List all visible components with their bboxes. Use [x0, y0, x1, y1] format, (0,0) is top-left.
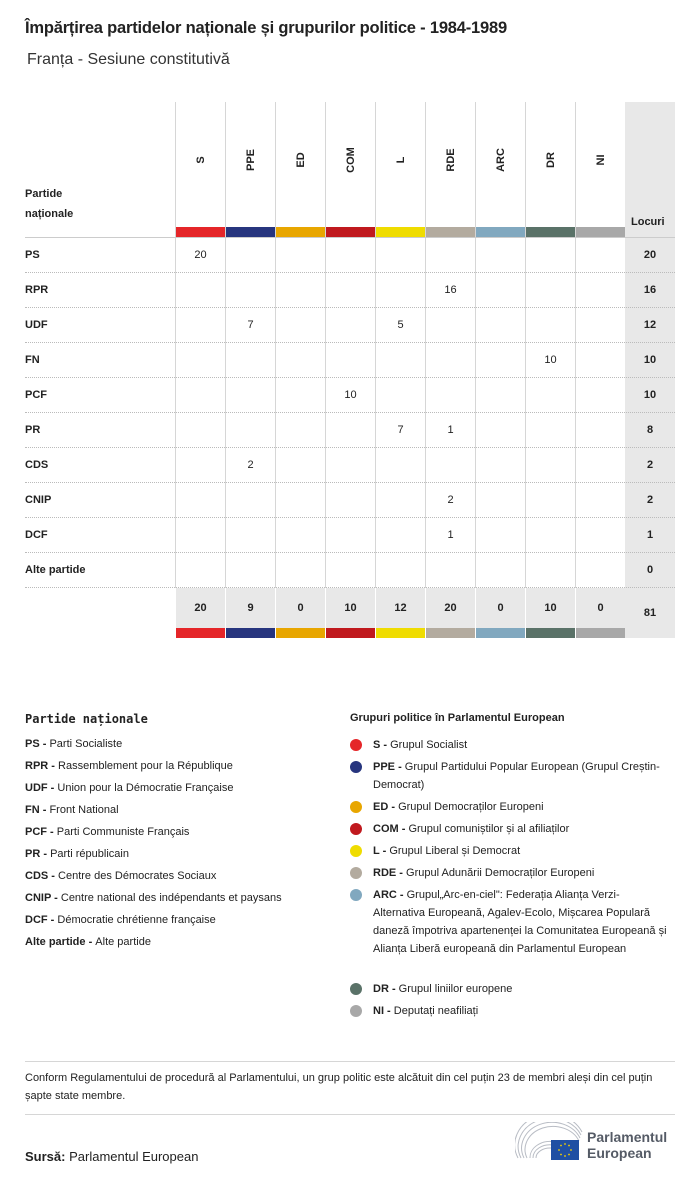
grand-total: 81 [625, 588, 675, 638]
seat-cell [525, 553, 575, 588]
group-code: ED [294, 152, 307, 168]
group-column-header-dr [525, 102, 575, 237]
row-total: 12 [625, 308, 675, 343]
group-color-bar [476, 628, 525, 638]
seat-cell [525, 448, 575, 483]
seat-cell [325, 483, 375, 518]
group-color-bar [326, 628, 375, 638]
seat-cell [475, 483, 525, 518]
table-header [25, 102, 675, 237]
party-code: DCF [25, 914, 48, 926]
group-full-name: Grupul Adunării Democraților Europeni [406, 867, 595, 879]
seat-cell [475, 518, 525, 553]
group-color-bar [576, 628, 625, 638]
footnote: Conform Regulamentului de procedură al Parlamentului, un grup politic este alcătuit din cel puțin 23 de membri aleși din cel puțin șapte state membre. [25, 1072, 653, 1102]
row-total: 1 [625, 518, 675, 553]
seat-cell [325, 553, 375, 588]
seats-header-label: Locuri [631, 216, 665, 228]
table-row [25, 307, 675, 342]
seat-cell [375, 273, 425, 308]
party-full-name: Parti Communiste Français [56, 826, 190, 838]
seat-cell: 1 [425, 518, 475, 553]
group-full-name: Grupul Democraților Europeni [398, 801, 544, 813]
group-code: L [373, 845, 380, 857]
party-legend-item: PCF - Parti Communiste Français [25, 826, 190, 838]
row-total: 10 [625, 343, 675, 378]
seat-cell [475, 378, 525, 413]
party-name: PR [25, 424, 41, 436]
group-code: DR [544, 152, 557, 168]
seat-cell [375, 378, 425, 413]
group-full-name: Grupul Liberal și Democrat [389, 845, 521, 857]
group-color-bar [426, 628, 475, 638]
group-color-bar [176, 227, 225, 237]
group-total [525, 588, 575, 628]
seat-cell [175, 553, 225, 588]
seat-cell [175, 413, 225, 448]
group-total-value: 0 [497, 602, 504, 614]
group-code: ARC [373, 889, 397, 901]
group-total-value: 9 [247, 602, 254, 614]
seat-cell [575, 343, 625, 378]
source-label: Sursă: [25, 1149, 66, 1164]
seat-cell [325, 343, 375, 378]
group-color-bar [526, 227, 575, 237]
seat-cell: 2 [225, 448, 275, 483]
group-code: ARC [494, 148, 507, 172]
seat-cell [175, 343, 225, 378]
party-legend-item: RPR - Rassemblement pour la République [25, 760, 233, 772]
seat-cell [275, 518, 325, 553]
source [25, 1149, 198, 1164]
seat-cell: 7 [225, 308, 275, 343]
seat-cell [475, 448, 525, 483]
group-color-dot [350, 1005, 362, 1017]
seat-cell [375, 553, 425, 588]
group-code: RDE [444, 148, 457, 172]
party-full-name: Alte partide [95, 936, 151, 948]
seat-cell [475, 273, 525, 308]
divider [25, 1061, 675, 1062]
party-code: PS [25, 738, 40, 750]
seat-cell [525, 413, 575, 448]
seat-cell [575, 378, 625, 413]
party-code: RPR [25, 760, 49, 772]
seat-cell [275, 483, 325, 518]
group-column-header-s [175, 102, 225, 237]
seat-cell [275, 308, 325, 343]
seat-cell [375, 448, 425, 483]
group-full-name: Grupul comuniștilor și al afiliaților [408, 823, 570, 835]
group-legend-item: ARC - Grupul„Arc-en-ciel": Federația Alianța Verzi-Alternativa Europeană, Agalev-Ecolo, Mișcarea Populară daneză împotriva apartenenței la Comunitatea Europeană și Alianța Liberă europeană din Parlamentul European [350, 886, 670, 958]
group-code: S [194, 156, 207, 164]
party-code: FN [25, 804, 40, 816]
page-title: Împărțirea partidelor naționale și grupurilor politice - 1984-1989 [25, 19, 507, 37]
party-full-name: Centre des Démocrates Sociaux [58, 870, 217, 882]
logo-line1: Parlamentul [587, 1129, 668, 1145]
row-total: 8 [625, 413, 675, 448]
logo-text [587, 1129, 667, 1161]
group-column-header-ppe [225, 102, 275, 237]
group-code: COM [373, 823, 399, 835]
group-color-bar [526, 628, 575, 638]
group-color-bar [376, 227, 425, 237]
group-total [175, 588, 225, 628]
group-color-bar [226, 628, 275, 638]
party-code: PCF [25, 826, 47, 838]
group-total [575, 588, 625, 628]
seat-cell [425, 448, 475, 483]
group-full-name: Grupul liniilor europene [398, 983, 513, 995]
page-subtitle: Franța - Sesiune constitutivă [27, 51, 230, 68]
table-row [25, 377, 675, 412]
seat-cell [325, 448, 375, 483]
party-name: DCF [25, 529, 48, 541]
row-total: 2 [625, 448, 675, 483]
seat-cell [525, 483, 575, 518]
group-column-header-ed [275, 102, 325, 237]
party-full-name: Rassemblement pour la République [58, 760, 233, 772]
group-color-bar [576, 227, 625, 237]
group-color-dot [350, 739, 362, 751]
seat-cell [225, 518, 275, 553]
group-code: RDE [373, 867, 397, 879]
group-color-bar [326, 227, 375, 237]
group-color-dot [350, 823, 362, 835]
seats-table [25, 102, 675, 637]
group-color-dot [350, 801, 362, 813]
table-row [25, 552, 675, 587]
group-color-bar [276, 227, 325, 237]
table-row [25, 237, 675, 272]
group-code: DR [373, 983, 389, 995]
group-color-bar [226, 227, 275, 237]
row-total: 2 [625, 483, 675, 518]
party-name: UDF [25, 319, 48, 331]
seat-cell [475, 238, 525, 273]
seat-cell [575, 553, 625, 588]
party-code: PR [25, 848, 41, 860]
row-total: 10 [625, 378, 675, 413]
party-legend-item: UDF - Union pour la Démocratie Française [25, 782, 234, 794]
group-color-bar [376, 628, 425, 638]
row-total: 16 [625, 273, 675, 308]
seat-cell [525, 378, 575, 413]
group-full-name: Grupul„Arc-en-ciel": Federația Alianța Verzi-Alternativa Europeană, Agalev-Ecolo, Mișcarea Populară daneză împotriva apartenenței la Comunitatea Europeană și Alianța Liberă europeană din Parlamentul European [373, 889, 667, 955]
group-column-header-l [375, 102, 425, 237]
party-full-name: Parti Socialiste [49, 738, 123, 750]
group-total-value: 10 [344, 602, 357, 614]
group-color-dot [350, 889, 362, 901]
seat-cell [525, 308, 575, 343]
seat-cell [275, 343, 325, 378]
seat-cell [525, 238, 575, 273]
group-full-name: Grupul Partidului Popular European (Grupul Creștin-Democrat) [373, 761, 660, 791]
seat-cell [575, 448, 625, 483]
seat-cell [475, 413, 525, 448]
seat-cell [325, 238, 375, 273]
seat-cell [275, 273, 325, 308]
seat-cell [475, 553, 525, 588]
group-total-value: 0 [297, 602, 304, 614]
seat-cell [225, 378, 275, 413]
parties-legend-title: Partide naționale [25, 712, 148, 726]
seat-cell [275, 413, 325, 448]
seat-cell [575, 518, 625, 553]
seat-cell: 20 [175, 238, 225, 273]
group-total [375, 588, 425, 628]
totals-row [25, 587, 675, 637]
party-name: CDS [25, 459, 49, 471]
group-total-value: 12 [394, 602, 407, 614]
seat-cell: 10 [525, 343, 575, 378]
european-parliament-logo [515, 1122, 680, 1162]
group-total-value: 10 [544, 602, 557, 614]
seat-cell [325, 518, 375, 553]
group-legend-item: RDE - Grupul Adunării Democraților Europeni [350, 864, 670, 882]
group-code: PPE [373, 761, 396, 773]
group-color-bar [476, 227, 525, 237]
seat-cell: 2 [425, 483, 475, 518]
group-column-header-arc [475, 102, 525, 237]
seat-cell [375, 343, 425, 378]
group-legend-item: PPE - Grupul Partidului Popular European (Grupul Creștin-Democrat) [350, 758, 670, 794]
party-code: Alte partide [25, 936, 86, 948]
seat-cell: 5 [375, 308, 425, 343]
party-code: CDS [25, 870, 49, 882]
table-row [25, 342, 675, 377]
group-code: L [394, 156, 407, 164]
party-full-name: Démocratie chrétienne française [57, 914, 216, 926]
group-code: PPE [244, 148, 257, 172]
group-total [225, 588, 275, 628]
group-code: NI [373, 1005, 384, 1017]
group-total [475, 588, 525, 628]
divider [25, 1114, 675, 1115]
seats-column-header [625, 102, 675, 237]
seat-cell [275, 378, 325, 413]
seat-cell [525, 518, 575, 553]
seat-cell [275, 553, 325, 588]
seat-cell [225, 343, 275, 378]
party-legend-item: PR - Parti républicain [25, 848, 129, 860]
seat-cell [575, 273, 625, 308]
row-total: 0 [625, 553, 675, 588]
group-column-header-ni [575, 102, 625, 237]
seat-cell [425, 553, 475, 588]
party-name: PCF [25, 389, 47, 401]
group-legend-item: DR - Grupul liniilor europene [350, 980, 670, 998]
seat-cell [375, 238, 425, 273]
group-total [275, 588, 325, 628]
party-full-name: Parti républicain [50, 848, 129, 860]
party-code: UDF [25, 782, 48, 794]
seat-cell [175, 483, 225, 518]
seat-cell: 10 [325, 378, 375, 413]
party-legend-item: Alte partide - Alte partide [25, 936, 151, 948]
seat-cell [325, 308, 375, 343]
party-full-name: Front National [49, 804, 119, 816]
group-code: S [373, 739, 381, 751]
group-column-header-com [325, 102, 375, 237]
seat-cell [225, 413, 275, 448]
table-row [25, 517, 675, 552]
seat-cell [475, 343, 525, 378]
party-name: FN [25, 354, 40, 366]
group-total-value: 20 [194, 602, 207, 614]
party-legend-item: FN - Front National [25, 804, 119, 816]
seat-cell [225, 273, 275, 308]
table-row [25, 412, 675, 447]
seat-cell [575, 238, 625, 273]
seat-cell [575, 308, 625, 343]
group-total-value: 20 [444, 602, 457, 614]
party-legend-item: DCF - Démocratie chrétienne française [25, 914, 216, 926]
seat-cell [275, 448, 325, 483]
seat-cell [475, 308, 525, 343]
seat-cell [225, 483, 275, 518]
party-legend-item: PS - Parti Socialiste [25, 738, 123, 750]
party-name: PS [25, 249, 40, 261]
seat-cell [175, 308, 225, 343]
seat-cell [225, 238, 275, 273]
group-legend-item: ED - Grupul Democraților Europeni [350, 798, 670, 816]
group-color-dot [350, 983, 362, 995]
group-color-bar [426, 227, 475, 237]
seat-cell [175, 273, 225, 308]
group-legend-item: S - Grupul Socialist [350, 736, 670, 754]
row-total: 20 [625, 238, 675, 273]
party-name: RPR [25, 284, 49, 296]
table-row [25, 447, 675, 482]
seat-cell [175, 518, 225, 553]
seat-cell [325, 273, 375, 308]
seat-cell [375, 518, 425, 553]
seat-cell [175, 378, 225, 413]
party-full-name: Union pour la Démocratie Française [57, 782, 234, 794]
table-row [25, 272, 675, 307]
hemicycle-icon [515, 1122, 585, 1162]
group-color-dot [350, 867, 362, 879]
table-row [25, 482, 675, 517]
group-code: COM [344, 147, 357, 173]
party-column-header [25, 184, 85, 224]
group-code: NI [594, 154, 607, 166]
group-full-name: Grupul Socialist [390, 739, 468, 751]
party-legend-item: CDS - Centre des Démocrates Sociaux [25, 870, 217, 882]
seat-cell [425, 308, 475, 343]
group-color-dot [350, 761, 362, 773]
seat-cell [375, 483, 425, 518]
seat-cell [225, 553, 275, 588]
group-total [425, 588, 475, 628]
seat-cell [275, 238, 325, 273]
groups-legend-title: Grupuri politice în Parlamentul European [350, 712, 565, 724]
seat-cell: 1 [425, 413, 475, 448]
group-total-value: 0 [597, 602, 604, 614]
seat-cell [425, 343, 475, 378]
source-value: Parlamentul European [69, 1149, 199, 1164]
group-legend-item: COM - Grupul comuniștilor și al afiliaților [350, 820, 670, 838]
party-name: CNIP [25, 494, 52, 506]
party-header-label: Partide naționale [25, 188, 74, 220]
party-code: CNIP [25, 892, 52, 904]
logo-line2: European [587, 1145, 652, 1161]
group-color-bar [176, 628, 225, 638]
seat-cell [575, 413, 625, 448]
seat-cell [525, 273, 575, 308]
group-column-header-rde [425, 102, 475, 237]
seat-cell [575, 483, 625, 518]
group-color-bar [276, 628, 325, 638]
seat-cell: 7 [375, 413, 425, 448]
group-total [325, 588, 375, 628]
group-legend-item: L - Grupul Liberal și Democrat [350, 842, 670, 860]
seat-cell [175, 448, 225, 483]
party-name: Alte partide [25, 564, 86, 576]
group-full-name: Deputați neafiliați [393, 1005, 479, 1017]
seat-cell: 16 [425, 273, 475, 308]
seat-cell [425, 378, 475, 413]
group-legend-item: NI - Deputați neafiliați [350, 1002, 670, 1020]
seat-cell [325, 413, 375, 448]
party-full-name: Centre national des indépendants et paysans [60, 892, 282, 904]
group-color-dot [350, 845, 362, 857]
group-code: ED [373, 801, 389, 813]
party-legend-item: CNIP - Centre national des indépendants et paysans [25, 892, 282, 904]
seat-cell [425, 238, 475, 273]
